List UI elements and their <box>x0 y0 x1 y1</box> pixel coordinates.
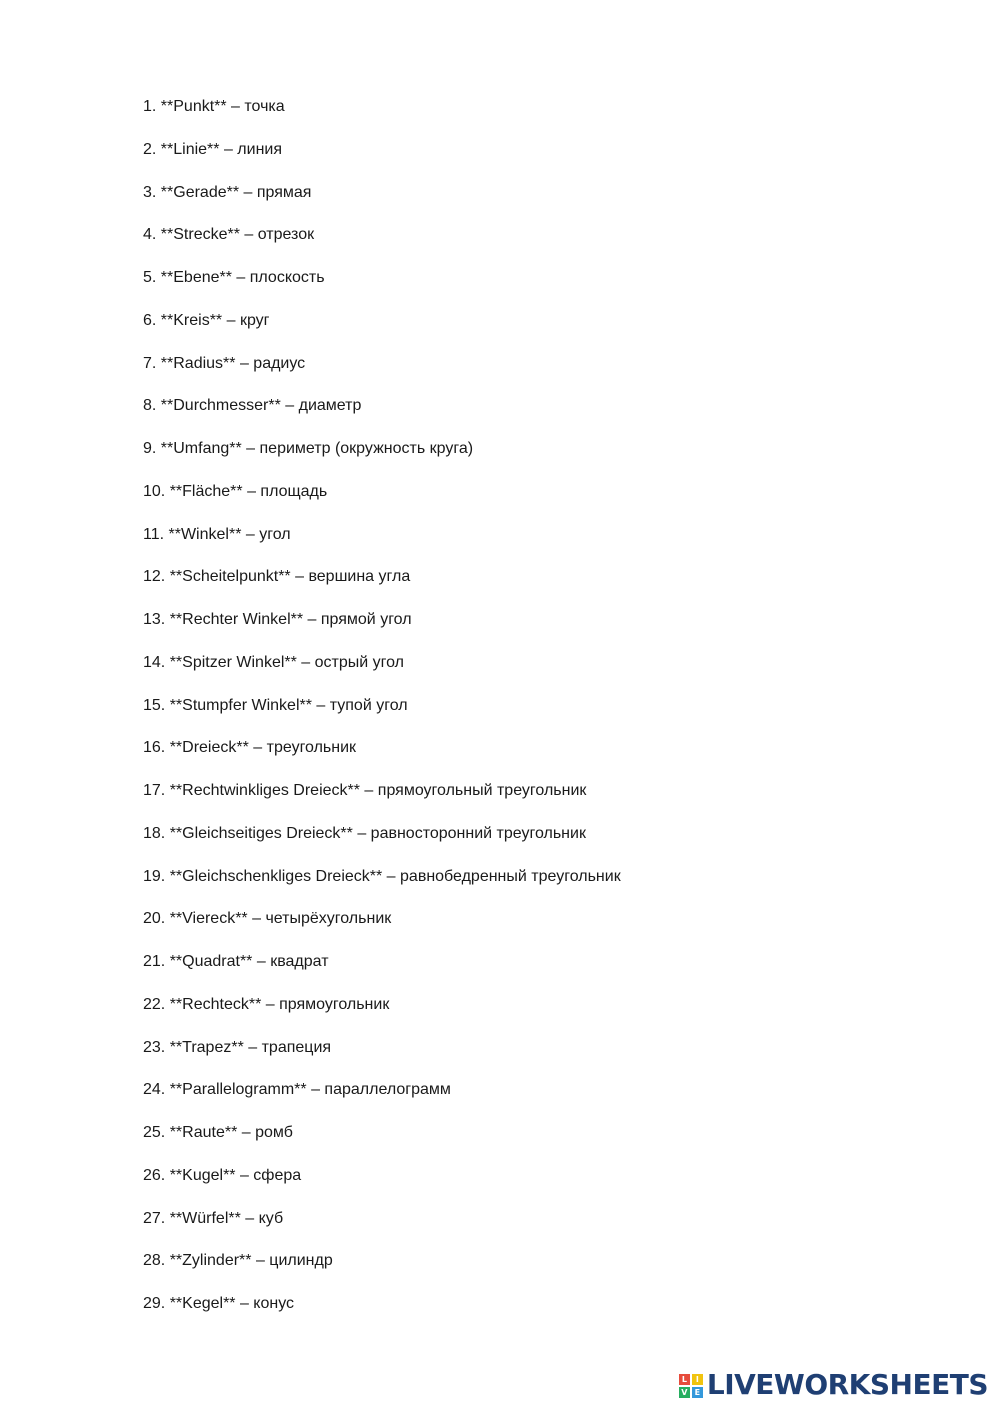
logo-mark-tile: L <box>679 1374 690 1385</box>
list-item: 29. **Kegel** – конус <box>143 1295 295 1312</box>
list-item: 9. **Umfang** – периметр (окружность круга) <box>143 440 474 457</box>
list-item: 16. **Dreieck** – треугольник <box>143 739 357 757</box>
list-item: 5. **Ebene** – плоскость <box>143 269 325 286</box>
list-item: 28. **Zylinder** – цилиндр <box>143 1252 333 1270</box>
vocabulary-list <box>143 96 621 1336</box>
list-item: 21. **Quadrat** – квадрат <box>143 953 329 970</box>
list-item: 15. **Stumpfer Winkel** – тупой угол <box>143 696 408 714</box>
list-item: 8. **Durchmesser** – диаметр <box>143 397 362 415</box>
list-item: 6. **Kreis** – круг <box>143 311 270 329</box>
list-item: 3. **Gerade** – прямая <box>143 183 312 201</box>
list-item: 25. **Raute** – ромб <box>143 1124 293 1141</box>
logo-mark-icon <box>679 1374 703 1398</box>
list-item: 23. **Trapez** – трапеция <box>143 1038 332 1056</box>
list-item: 7. **Radius** – радиус <box>143 354 306 372</box>
list-item: 26. **Kugel** – сфера <box>143 1166 302 1184</box>
list-item: 22. **Rechteck** – прямоугольник <box>143 995 390 1013</box>
list-item: 12. **Scheitelpunkt** – вершина угла <box>143 568 411 586</box>
list-item: 10. **Fläche** – площадь <box>143 482 328 500</box>
list-item: 1. **Punkt** – точка <box>143 98 285 115</box>
logo-text: LIVEWORKSHEETS <box>706 1368 988 1401</box>
logo-mark-tile: I <box>692 1374 703 1385</box>
list-item: 13. **Rechter Winkel** – прямой угол <box>143 611 412 628</box>
logo-mark-tile: V <box>679 1387 690 1398</box>
list-item: 14. **Spitzer Winkel** – острый угол <box>143 653 405 671</box>
logo-mark-tile: E <box>692 1387 703 1398</box>
list-item: 19. **Gleichschenkliges Dreieck** – равнобедренный треугольник <box>143 867 621 885</box>
liveworksheets-logo[interactable] <box>679 1368 988 1402</box>
list-item: 24. **Parallelogramm** – параллелограмм <box>143 1081 451 1099</box>
list-item: 27. **Würfel** – куб <box>143 1209 284 1227</box>
list-item: 4. **Strecke** – отрезок <box>143 226 315 244</box>
list-item: 20. **Viereck** – четырёхугольник <box>143 910 392 928</box>
list-item: 11. **Winkel** – угол <box>143 525 291 543</box>
list-item: 18. **Gleichseitiges Dreieck** – равносторонний треугольник <box>143 824 586 842</box>
list-item: 2. **Linie** – линия <box>143 140 282 158</box>
list-item: 17. **Rechtwinkliges Dreieck** – прямоугольный треугольник <box>143 782 587 799</box>
